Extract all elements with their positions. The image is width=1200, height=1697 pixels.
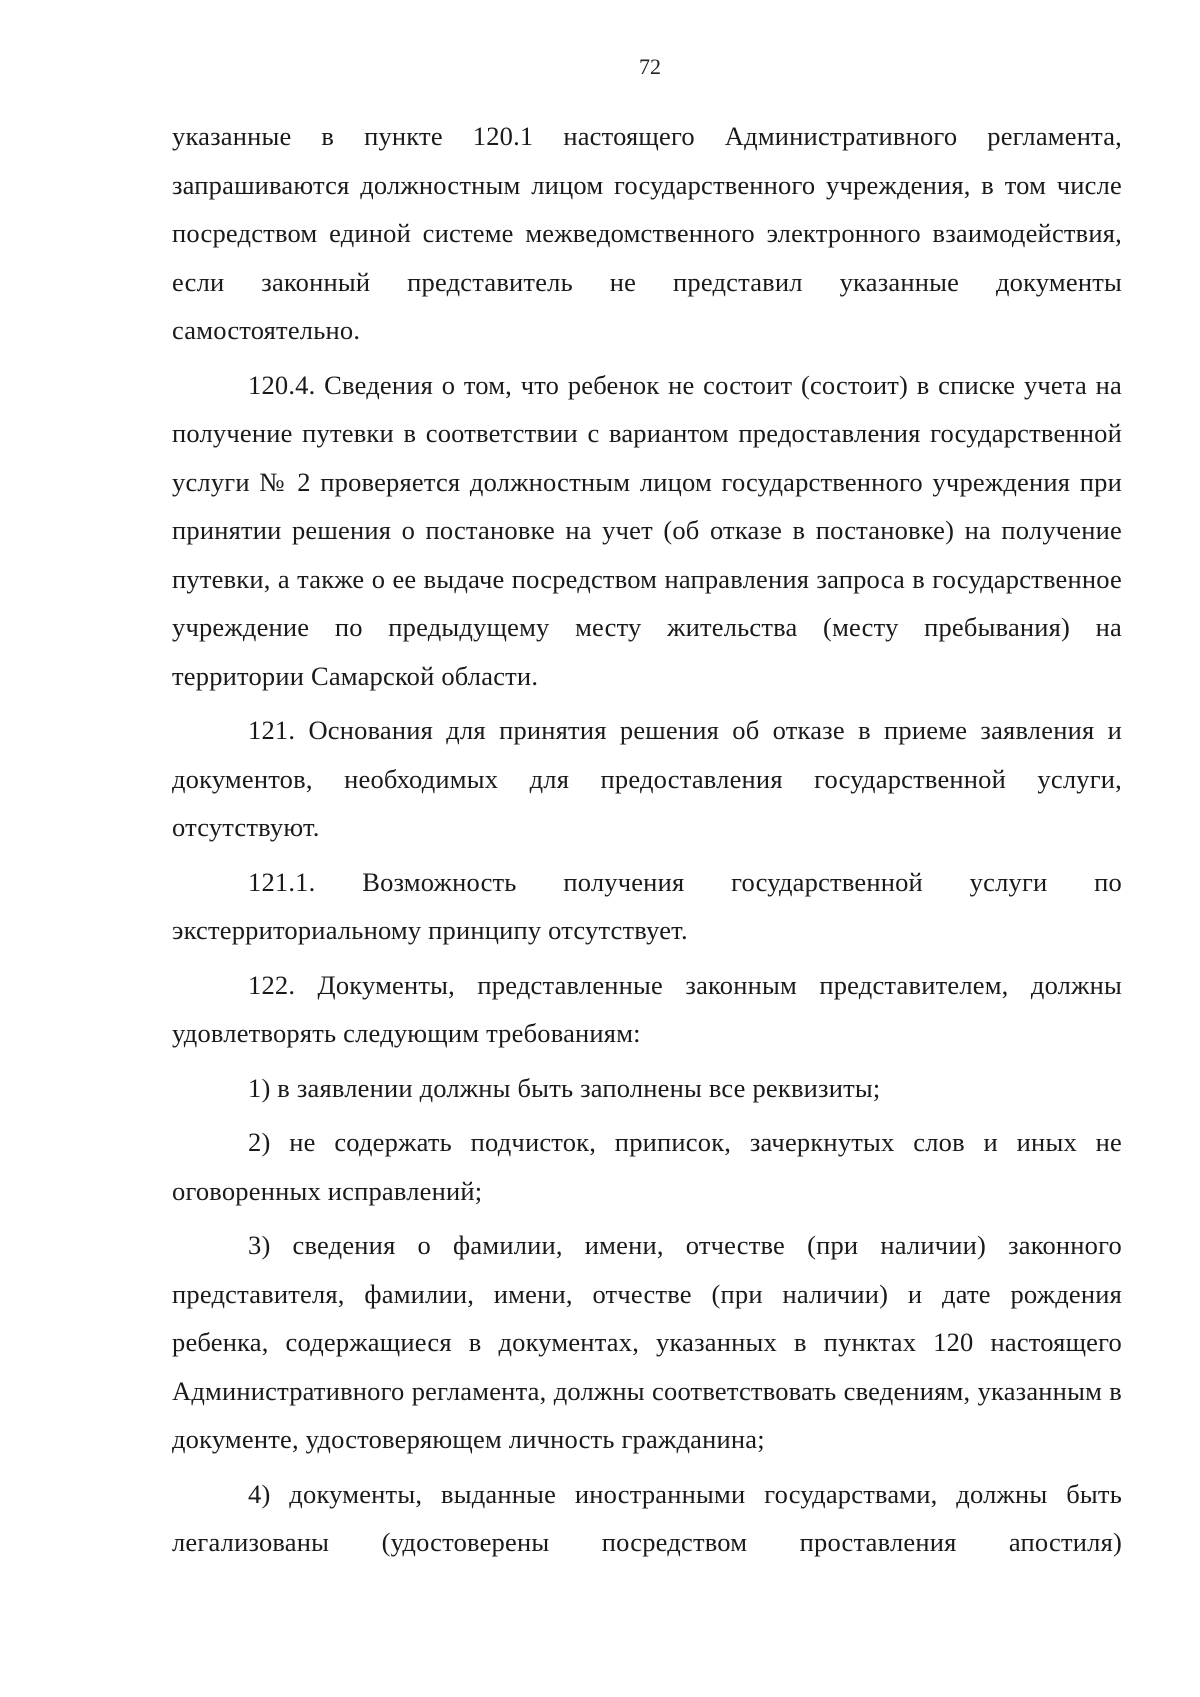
requirement-item-2: 2) не содержать подчисток, приписок, зачеркнутых слов и иных не оговоренных исправлений; [172, 1127, 1122, 1206]
paragraph-continuation: указанные в пункте 120.1 настоящего Административного регламента, запрашиваются должностным лицом государственного учреждения, в том числе посредством единой системе межведомственного электронного взаимодействия, если законный представитель не представил указанные документы самостоятельно. [172, 121, 1122, 345]
paragraph-121-1: 121.1. Возможность получения государственной услуги по экстерриториальному принципу отсутствует. [172, 866, 1122, 945]
paragraph-120-4: 120.4. Сведения о том, что ребенок не состоит (состоит) в списке учета на получение путевки в соответствии с вариантом предоставления государственной услуги № 2 проверяется должностным лицом государственного учреждения при принятии решения о постановке на учет (об отказе в постановке) на получение путевки, а также о ее выдаче посредством направления запроса в государственное учреждение по предыдущему месту жительства (месту пребывания) на территории Самарской области. [172, 369, 1122, 691]
requirement-item-4: 4) документы, выданные иностранными государствами, должны быть легализованы (удостоверены посредством проставления апостиля) [172, 1478, 1122, 1557]
requirement-item-1: 1) в заявлении должны быть заполнены все реквизиты; [248, 1072, 881, 1103]
document-body [172, 112, 1122, 1567]
paragraph-121: 121. Основания для принятия решения об отказе в приеме заявления и документов, необходимых для предоставления государственной услуги, отсутствуют. [172, 715, 1122, 842]
paragraph-122: 122. Документы, представленные законным представителем, должны удовлетворять следующим требованиям: [172, 969, 1122, 1048]
requirement-item-3: 3) сведения о фамилии, имени, отчестве (при наличии) законного представителя, фамилии, имени, отчестве (при наличии) и дате рождения ребенка, содержащиеся в документах, указанных в пунктах 120 настоящего Административного регламента, должны соответствовать сведениям, указанным в документе, удостоверяющем личность гражданина; [172, 1230, 1122, 1454]
page-number: 72 [639, 54, 661, 79]
